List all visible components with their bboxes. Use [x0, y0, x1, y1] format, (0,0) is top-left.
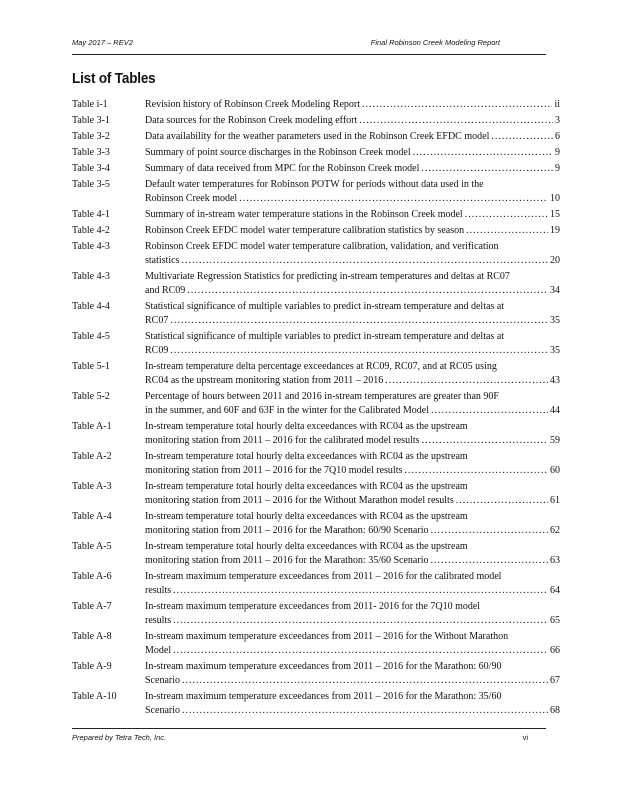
toc-entry-title: In-stream temperature total hourly delta exceedances with RC04 as the upstream — [145, 421, 468, 432]
toc-entry-title: Model — [145, 645, 172, 656]
page-number: vi — [522, 733, 528, 742]
toc-entry-title: monitoring station from 2011 – 2016 for the 7Q10 model results — [145, 465, 403, 476]
toc-entry-title: In-stream maximum temperature exceedances from 2011 – 2016 for the Marathon: 60/90 — [145, 661, 502, 672]
toc-entry-label: Table 4-2 — [72, 225, 110, 236]
toc-entry-label: Table 4-3 — [72, 271, 110, 282]
toc-entry[interactable] — [72, 178, 560, 206]
toc-entry-title: RC04 as the upstream monitoring station from 2011 – 2016 — [145, 375, 384, 386]
dot-leader — [182, 704, 548, 718]
dot-leader — [239, 192, 548, 206]
toc-entry-title: In-stream maximum temperature exceedances from 2011 – 2016 for the Without Marathon — [145, 631, 509, 642]
toc-entry[interactable] — [72, 480, 560, 508]
dot-leader — [362, 98, 552, 112]
toc-entry[interactable] — [72, 570, 560, 598]
toc-entry-page: 60 — [550, 465, 560, 476]
toc-entry-page: 9 — [555, 163, 560, 174]
toc-entry-title: In-stream maximum temperature exceedances from 2011 – 2016 for the calibrated model — [145, 571, 502, 582]
toc-entry-title: Summary of data received from MPC for the Robinson Creek model — [145, 163, 420, 174]
dot-leader — [431, 404, 548, 418]
toc-entry[interactable] — [72, 330, 560, 358]
toc-entry-title: In-stream temperature total hourly delta exceedances with RC04 as the upstream — [145, 451, 468, 462]
dot-leader — [173, 644, 548, 658]
toc-entry-title: Statistical significance of multiple variables to predict in-stream temperature and deltas at — [145, 331, 505, 342]
toc-entry[interactable] — [72, 450, 560, 478]
toc-entry-label: Table A-7 — [72, 601, 112, 612]
toc-entry-title: results — [145, 615, 172, 626]
toc-entry-label: Table A-5 — [72, 541, 112, 552]
dot-leader — [456, 494, 548, 508]
header-revision: May 2017 – REV2 — [72, 38, 133, 47]
toc-entry[interactable] — [72, 224, 560, 238]
dot-leader — [413, 146, 553, 160]
toc-entry-title: Scenario — [145, 705, 180, 716]
header-report-title: Final Robinson Creek Modeling Report — [370, 38, 500, 47]
toc-entry-title: In-stream temperature total hourly delta exceedances with RC04 as the upstream — [145, 511, 468, 522]
toc-entry-title: In-stream temperature total hourly delta exceedances with RC04 as the upstream — [145, 481, 468, 492]
toc-entry-page: 15 — [550, 209, 560, 220]
toc-entry-page: 66 — [550, 645, 560, 656]
toc-entry[interactable] — [72, 270, 560, 298]
toc-entry-page: 35 — [550, 345, 560, 356]
toc-entry-label: Table 4-4 — [72, 301, 110, 312]
dot-leader — [491, 130, 553, 144]
toc-entry-title: monitoring station from 2011 – 2016 for the Without Marathon model results — [145, 495, 454, 506]
toc-entry-page: 19 — [550, 225, 560, 236]
toc-entry-title: RC09 — [145, 345, 169, 356]
toc-entry-label: Table 5-1 — [72, 361, 110, 372]
dot-leader — [170, 314, 548, 328]
toc-entry[interactable] — [72, 208, 560, 222]
toc-entry-title: Data availability for the weather parameters used in the Robinson Creek EFDC model — [145, 131, 490, 142]
toc-entry[interactable] — [72, 630, 560, 658]
toc-entry[interactable] — [72, 540, 560, 568]
toc-entry-label: Table 5-2 — [72, 391, 110, 402]
toc-entry-label: Table A-10 — [72, 691, 117, 702]
toc-entry-page: 63 — [550, 555, 560, 566]
toc-entry-title: statistics — [145, 255, 180, 266]
dot-leader — [465, 208, 548, 222]
toc-entry-title: In-stream maximum temperature exceedances from 2011 – 2016 for the Marathon: 35/60 — [145, 691, 502, 702]
toc-entry-label: Table 3-1 — [72, 115, 110, 126]
page-footer — [72, 728, 546, 743]
toc-entry-page: 43 — [550, 375, 560, 386]
table-list — [72, 98, 560, 720]
toc-entry-page: 67 — [550, 675, 560, 686]
toc-entry-page: 65 — [550, 615, 560, 626]
page-header — [72, 38, 546, 55]
toc-entry-label: Table A-1 — [72, 421, 112, 432]
toc-entry[interactable] — [72, 114, 560, 128]
toc-entry-title: Summary of point source discharges in the Robinson Creek model — [145, 147, 411, 158]
toc-entry-label: Table A-4 — [72, 511, 112, 522]
toc-entry-label: Table 4-1 — [72, 209, 110, 220]
toc-entry-page: 10 — [550, 193, 560, 204]
toc-entry-title: and RC09 — [145, 285, 186, 296]
toc-entry-page: 64 — [550, 585, 560, 596]
dot-leader — [182, 674, 548, 688]
toc-entry-label: Table A-2 — [72, 451, 112, 462]
toc-entry-page: 35 — [550, 315, 560, 326]
toc-entry-page: 61 — [550, 495, 560, 506]
toc-entry-title: in the summer, and 60F and 63F in the winter for the Calibrated Model — [145, 405, 429, 416]
toc-entry-page: 34 — [550, 285, 560, 296]
toc-entry-title: Scenario — [145, 675, 180, 686]
toc-entry[interactable] — [72, 600, 560, 628]
toc-entry-label: Table 4-3 — [72, 241, 110, 252]
toc-entry-page: 62 — [550, 525, 560, 536]
toc-entry-title: Summary of in-stream water temperature stations in the Robinson Creek model — [145, 209, 463, 220]
toc-entry-title: Multivariate Regression Statistics for predicting in-stream temperatures and deltas at RC07 — [145, 271, 510, 282]
toc-entry-title: Robinson Creek EFDC model water temperature calibration, validation, and verification — [145, 241, 499, 252]
toc-entry[interactable] — [72, 510, 560, 538]
dot-leader — [359, 114, 553, 128]
dot-leader — [430, 524, 548, 538]
toc-entry[interactable] — [72, 162, 560, 176]
dot-leader — [404, 464, 548, 478]
toc-entry-title: Robinson Creek EFDC model water temperature calibration statistics by season — [145, 225, 465, 236]
toc-entry-page: 20 — [550, 255, 560, 266]
dot-leader — [173, 614, 548, 628]
toc-entry[interactable] — [72, 660, 560, 688]
footer-preparer: Prepared by Tetra Tech, Inc. — [72, 733, 167, 742]
dot-leader — [466, 224, 548, 238]
dot-leader — [421, 162, 553, 176]
toc-entry-title: Robinson Creek model — [145, 193, 238, 204]
toc-entry-label: Table A-9 — [72, 661, 112, 672]
dot-leader — [173, 584, 548, 598]
toc-entry-title: monitoring station from 2011 – 2016 for the calibrated model results — [145, 435, 420, 446]
dot-leader — [385, 374, 548, 388]
toc-entry-label: Table A-6 — [72, 571, 112, 582]
toc-entry-title: Default water temperatures for Robinson POTW for periods without data used in the — [145, 179, 484, 190]
toc-entry-title: Revision history of Robinson Creek Modeling Report — [145, 99, 360, 110]
toc-entry-page: 44 — [550, 405, 560, 416]
toc-entry-label: Table 3-4 — [72, 163, 110, 174]
toc-entry-label: Table A-8 — [72, 631, 112, 642]
toc-entry-page: 68 — [550, 705, 560, 716]
toc-entry-title: Data sources for the Robinson Creek modeling effort — [145, 115, 358, 126]
toc-entry-label: Table i-1 — [72, 99, 108, 110]
toc-entry-title: monitoring station from 2011 – 2016 for the Marathon: 35/60 Scenario — [145, 555, 429, 566]
toc-entry-label: Table A-3 — [72, 481, 112, 492]
toc-entry[interactable] — [72, 146, 560, 160]
toc-entry-page: 9 — [555, 147, 560, 158]
dot-leader — [430, 554, 548, 568]
toc-entry[interactable] — [72, 130, 560, 144]
toc-entry[interactable] — [72, 360, 560, 388]
toc-entry-title: Statistical significance of multiple variables to predict in-stream temperature and deltas at — [145, 301, 505, 312]
toc-entry[interactable] — [72, 420, 560, 448]
toc-entry-title: results — [145, 585, 172, 596]
toc-entry-label: Table 3-5 — [72, 179, 110, 190]
toc-entry[interactable] — [72, 390, 560, 418]
toc-entry-page: 6 — [555, 131, 560, 142]
dot-leader — [181, 254, 548, 268]
toc-entry-page: 59 — [550, 435, 560, 446]
toc-entry-title: monitoring station from 2011 – 2016 for the Marathon: 60/90 Scenario — [145, 525, 429, 536]
toc-entry-page: 3 — [555, 115, 560, 126]
toc-entry-page: ii — [554, 99, 560, 110]
toc-entry-label: Table 4-5 — [72, 331, 110, 342]
toc-entry[interactable] — [72, 690, 560, 718]
toc-entry-title: In-stream temperature delta percentage exceedances at RC09, RC07, and at RC05 using — [145, 361, 497, 372]
toc-entry-title: In-stream temperature total hourly delta exceedances with RC04 as the upstream — [145, 541, 468, 552]
page-title: List of Tables — [72, 70, 156, 87]
toc-entry-label: Table 3-3 — [72, 147, 110, 158]
toc-entry[interactable] — [72, 300, 560, 328]
dot-leader — [422, 434, 548, 448]
toc-entry-title: In-stream maximum temperature exceedances from 2011- 2016 for the 7Q10 model — [145, 601, 481, 612]
toc-entry-title: RC07 — [145, 315, 169, 326]
dot-leader — [187, 284, 548, 298]
toc-entry[interactable] — [72, 98, 560, 112]
toc-entry-label: Table 3-2 — [72, 131, 110, 142]
dot-leader — [170, 344, 548, 358]
toc-entry[interactable] — [72, 240, 560, 268]
toc-entry-title: Percentage of hours between 2011 and 2016 in-stream temperatures are greater than 90F — [145, 391, 499, 402]
